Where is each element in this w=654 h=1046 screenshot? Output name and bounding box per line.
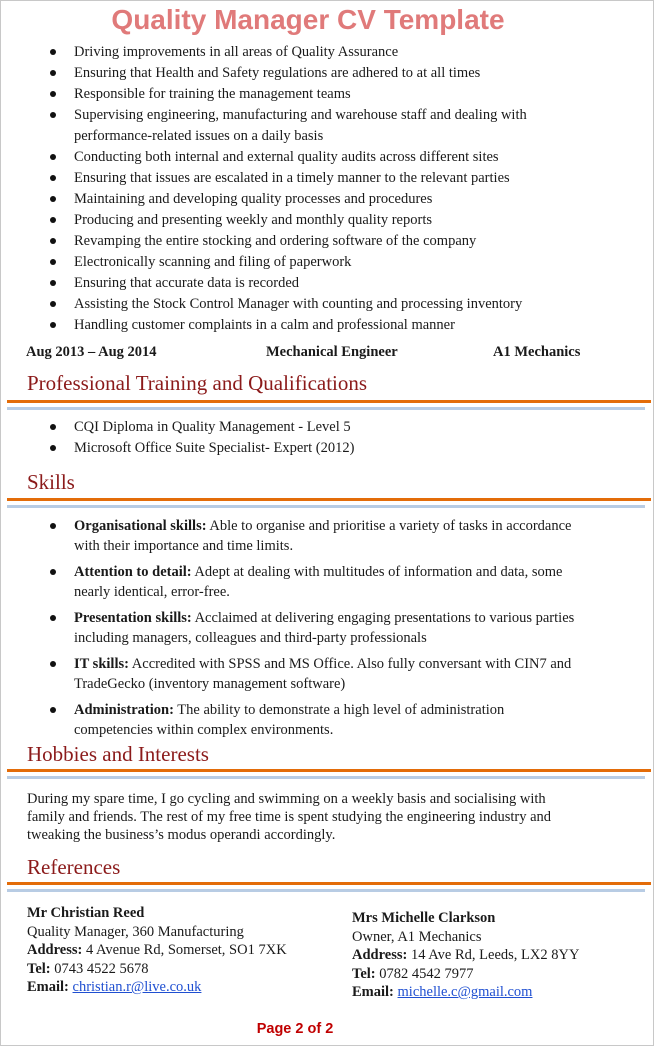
job-dates: Aug 2013 – Aug 2014: [26, 344, 157, 360]
section-divider: [7, 882, 651, 885]
list-item: Attention to detail: Adept at dealing with multitudes of information and data, some nearly identical, error-free.: [1, 562, 584, 602]
list-item: Responsible for training the management teams: [1, 84, 621, 105]
bullet-icon: [50, 70, 56, 76]
bullet-icon: [50, 175, 56, 181]
list-item: Assisting the Stock Control Manager with counting and processing inventory: [1, 294, 621, 315]
reference-position: Quality Manager, 360 Manufacturing: [27, 923, 244, 940]
reference-address: Address: 4 Avenue Rd, Somerset, SO1 7XK: [27, 942, 287, 958]
bullet-icon: [50, 661, 56, 667]
training-list: [1, 417, 621, 459]
list-item: Presentation skills: Acclaimed at delivering engaging presentations to various parties including managers, colleagues and third-party professionals: [1, 608, 584, 648]
list-item: Supervising engineering, manufacturing and warehouse staff and dealing with performance-related issues on a daily basis: [1, 105, 586, 147]
reference-name: Mrs Michelle Clarkson: [352, 910, 496, 926]
bullet-icon: [50, 301, 56, 307]
list-item: CQI Diploma in Quality Management - Level 5: [1, 417, 621, 438]
list-item: Ensuring that Health and Safety regulations are adhered to at all times: [1, 63, 621, 84]
job-role: Mechanical Engineer: [266, 344, 398, 360]
list-item: Electronically scanning and filing of paperwork: [1, 252, 621, 273]
list-item: Maintaining and developing quality processes and procedures: [1, 189, 621, 210]
list-item: Handling customer complaints in a calm and professional manner: [1, 315, 621, 336]
email-link[interactable]: christian.r@live.co.uk: [72, 979, 202, 995]
list-item: Administration: The ability to demonstrate a high level of administration competencies within complex environments.: [1, 700, 584, 740]
bullet-icon: [50, 523, 56, 529]
bullet-icon: [50, 569, 56, 575]
hobbies-text: During my spare time, I go cycling and swimming on a weekly basis and socialising with family and friends. The rest of my free time is spent studying the engineering industry and tweaking the business’s modus operandi accordingly.: [27, 791, 552, 843]
reference-name: Mr Christian Reed: [27, 905, 145, 921]
list-item: Driving improvements in all areas of Quality Assurance: [1, 42, 621, 63]
section-divider-secondary: [7, 889, 645, 892]
bullet-icon: [50, 259, 56, 265]
list-item: Revamping the entire stocking and ordering software of the company: [1, 231, 621, 252]
bullet-icon: [50, 615, 56, 621]
list-item: IT skills: Accredited with SPSS and MS Office. Also fully conversant with CIN7 and TradeGecko (inventory management software): [1, 654, 584, 694]
hobbies-heading: Hobbies and Interests: [27, 742, 209, 766]
bullet-icon: [50, 322, 56, 328]
reference-tel: Tel: 0743 4522 5678: [27, 960, 149, 977]
reference-card: [27, 904, 287, 997]
bullet-icon: [50, 112, 56, 118]
reference-address: Address: 14 Ave Rd, Leeds, LX2 8YY: [352, 947, 580, 963]
job-company: A1 Mechanics: [493, 344, 581, 360]
page-title: Quality Manager CV Template: [111, 4, 505, 35]
reference-position: Owner, A1 Mechanics: [352, 928, 482, 945]
section-divider-secondary: [7, 776, 645, 779]
section-divider: [7, 769, 651, 772]
bullet-icon: [50, 445, 56, 451]
bullet-icon: [50, 196, 56, 202]
list-item: Organisational skills: Able to organise and prioritise a variety of tasks in accordance with their importance and time limits.: [1, 516, 584, 556]
duties-list: [1, 42, 621, 336]
reference-tel: Tel: 0782 4542 7977: [352, 965, 474, 982]
reference-email: Email: michelle.c@gmail.com: [352, 984, 533, 1000]
list-item: Ensuring that accurate data is recorded: [1, 273, 621, 294]
training-heading: Professional Training and Qualifications: [27, 371, 368, 395]
reference-card: [352, 909, 579, 1002]
bullet-icon: [50, 154, 56, 160]
bullet-icon: [50, 91, 56, 97]
list-item: Ensuring that issues are escalated in a timely manner to the relevant parties: [1, 168, 621, 189]
list-item: Producing and presenting weekly and monthly quality reports: [1, 210, 621, 231]
email-link[interactable]: michelle.c@gmail.com: [397, 984, 533, 1000]
job-row: [26, 342, 626, 362]
section-divider-secondary: [7, 407, 645, 410]
list-item: Microsoft Office Suite Specialist- Expert (2012): [1, 438, 621, 459]
references-heading: References: [27, 855, 121, 879]
bullet-icon: [50, 707, 56, 713]
bullet-icon: [50, 280, 56, 286]
section-divider-secondary: [7, 505, 645, 508]
bullet-icon: [50, 217, 56, 223]
bullet-icon: [50, 49, 56, 55]
section-divider: [7, 498, 651, 501]
bullet-icon: [50, 238, 56, 244]
bullet-icon: [50, 424, 56, 430]
list-item: Conducting both internal and external quality audits across different sites: [1, 147, 621, 168]
skills-list: [1, 516, 621, 740]
skills-heading: Skills: [27, 470, 75, 494]
section-divider: [7, 400, 651, 403]
page-number: Page 2 of 2: [256, 1021, 334, 1037]
reference-email: Email: christian.r@live.co.uk: [27, 979, 202, 995]
